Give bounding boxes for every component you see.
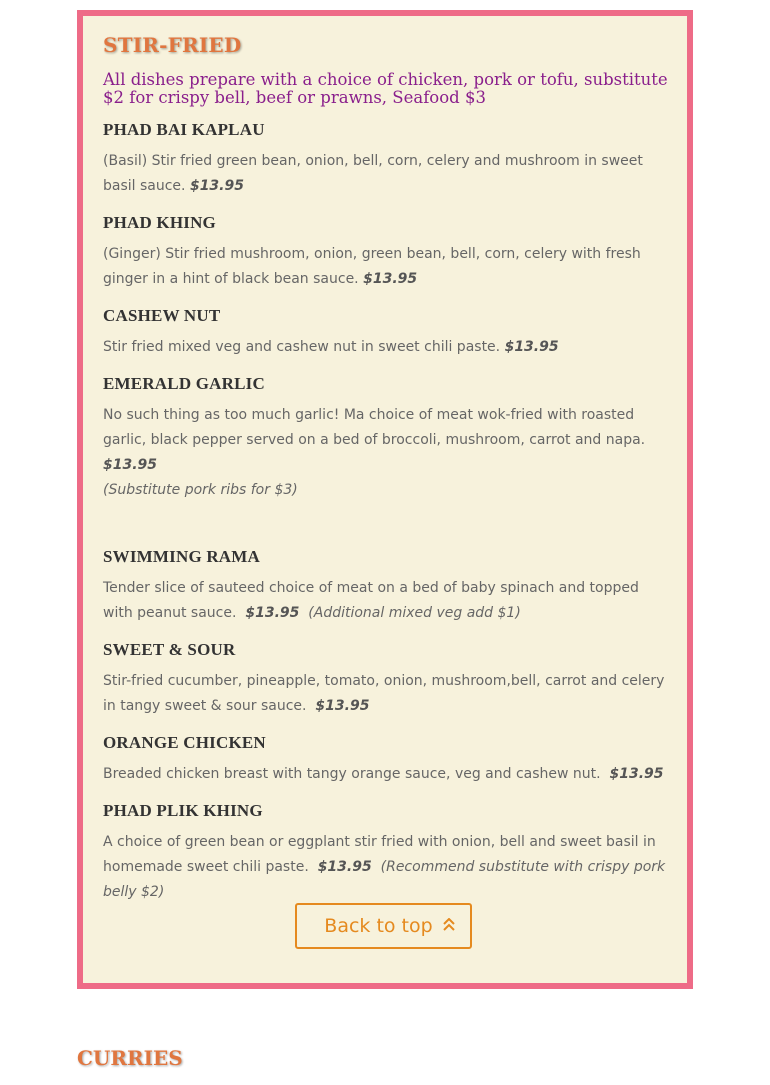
menu-item-name: ORANGE CHICKEN — [103, 733, 266, 752]
menu-item-swimming-rama — [103, 547, 673, 626]
menu-item-cashew-nut — [103, 306, 673, 360]
menu-item-name: PHAD KHING — [103, 213, 216, 232]
menu-item-note: (Additional mixed veg add $1) — [308, 605, 521, 621]
menu-item-description: (Ginger) Stir fried mushroom, onion, green bean, bell, corn, celery with fresh ginger in a hint of black bean sauce. $13.95 — [103, 246, 641, 287]
menu-item-note: (Recommend substitute with crispy pork belly $2) — [103, 859, 666, 900]
menu-item-name: EMERALD GARLIC — [103, 374, 265, 393]
menu-item-description: Stir-fried cucumber, pineapple, tomato, onion, mushroom,bell, carrot and celery in tangy sweet & sour sauce. $13.95 — [103, 673, 665, 714]
menu-item-description: (Basil) Stir fried green bean, onion, bell, corn, celery and mushroom in sweet basil sauce. $13.95 — [103, 153, 643, 194]
menu-item-sweet-and-sour — [103, 640, 673, 719]
menu-item-phad-khing — [103, 213, 673, 292]
menu-item-description: Tender slice of sauteed choice of meat on a bed of baby spinach and topped with peanut sauce. $13.95 (Additional mixed veg add $1) — [103, 580, 639, 621]
menu-item-name: SWIMMING RAMA — [103, 547, 261, 566]
section-title-curries: CURRIES — [77, 1046, 183, 1070]
menu-item-price: $13.95 — [189, 178, 244, 194]
double-chevron-up-icon — [443, 918, 455, 935]
menu-item-price: $13.95 — [315, 698, 370, 714]
menu-item-price: $13.95 — [609, 766, 664, 782]
menu-item-description: No such thing as too much garlic! Ma choice of meat wok-fried with roasted garlic, black pepper served on a bed of broccoli, mushroom, carrot and napa. $13.95 (Substitute pork ribs for $3) — [103, 407, 646, 498]
menu-item-name: CASHEW NUT — [103, 306, 221, 325]
menu-item-name: SWEET & SOUR — [103, 640, 236, 659]
menu-item-name: PHAD PLIK KHING — [103, 801, 263, 820]
section-intro: All dishes prepare with a choice of chicken, pork or tofu, substitute $2 for crispy bell, beef or prawns, Seafood $3 — [103, 70, 668, 107]
back-to-top-label: Back to top — [324, 915, 433, 937]
menu-item-price: $13.95 — [103, 457, 158, 473]
menu-item-price: $13.95 — [245, 605, 300, 621]
menu-item-orange-chicken — [103, 733, 673, 787]
menu-item-name: PHAD BAI KAPLAU — [103, 120, 265, 139]
menu-item-price: $13.95 — [363, 271, 418, 287]
back-to-top-button[interactable] — [295, 903, 472, 949]
menu-item-emerald-garlic — [103, 374, 673, 503]
menu-item-description: Stir fried mixed veg and cashew nut in sweet chili paste. $13.95 — [103, 339, 559, 355]
menu-item-phad-bai-kaplau — [103, 120, 673, 199]
menu-item-description: Breaded chicken breast with tangy orange sauce, veg and cashew nut. $13.95 — [103, 766, 664, 782]
menu-item-price: $13.95 — [317, 859, 372, 875]
menu-item-price: $13.95 — [504, 339, 559, 355]
menu-item-phad-plik-khing — [103, 801, 673, 905]
menu-item-note: (Substitute pork ribs for $3) — [103, 482, 298, 498]
stir-fried-menu-panel — [77, 10, 693, 989]
section-title-stir-fried: STIR-FRIED — [103, 33, 242, 57]
menu-item-description: A choice of green bean or eggplant stir fried with onion, bell and sweet basil in homemade sweet chili paste. $13.95 (Recommend substitute with crispy pork belly $2) — [103, 834, 666, 900]
